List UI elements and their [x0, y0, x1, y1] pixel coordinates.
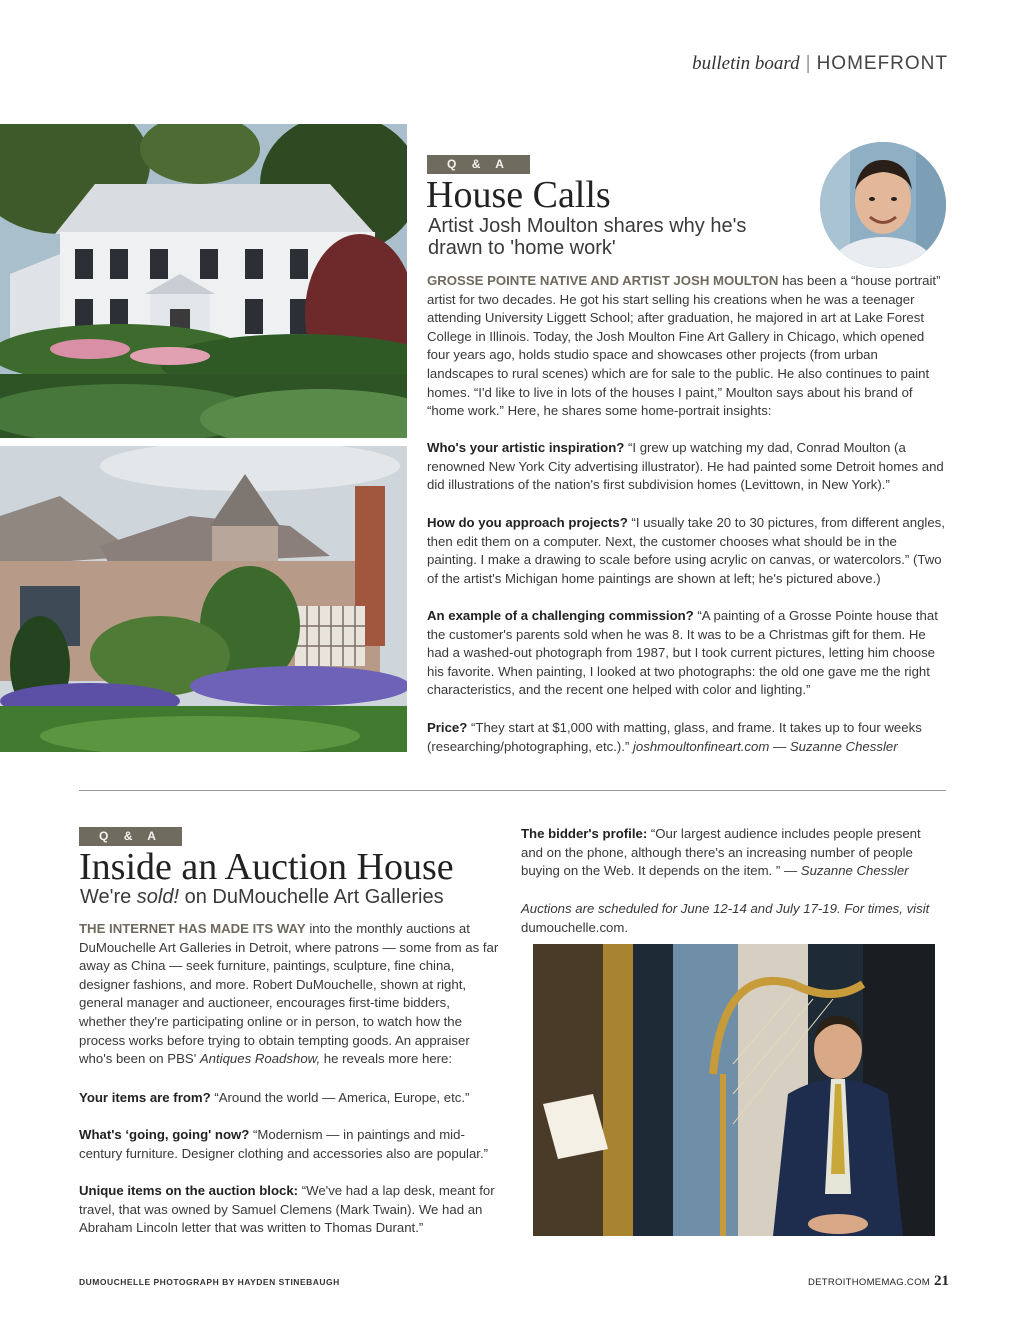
- subtitle-part: We're: [80, 886, 137, 908]
- question: What's ‘going, going' now?: [79, 1127, 250, 1142]
- question: How do you approach projects?: [427, 515, 628, 530]
- article-subtitle: Artist Josh Moulton shares why he's drawn to 'home work': [428, 215, 747, 259]
- answer: “They start at $1,000 with matting, glass, and frame. It takes up to four weeks (researching/photographing, etc.).”: [427, 720, 922, 754]
- qa-tag: Q & A: [79, 827, 182, 846]
- page-footer: [808, 1272, 949, 1290]
- question: Price?: [427, 720, 468, 735]
- question: Unique items on the auction block:: [79, 1183, 299, 1198]
- qa-item: [427, 607, 947, 700]
- qa-item: [521, 825, 941, 881]
- intro-lead-in: GROSSE POINTE NATIVE AND ARTIST JOSH MOULTON: [427, 273, 779, 288]
- answer: “Around the world — America, Europe, etc.”: [210, 1090, 470, 1105]
- article-title: Inside an Auction House: [79, 846, 454, 888]
- auctioneer-photo: [533, 944, 935, 1236]
- qa-item: [427, 719, 947, 756]
- question: Your items are from?: [79, 1090, 211, 1105]
- subtitle-part: on DuMouchelle Art Galleries: [179, 886, 444, 908]
- article-title: House Calls: [426, 174, 611, 216]
- website-and-byline: joshmoultonfineart.com — Suzanne Chessler: [632, 738, 898, 754]
- article-subtitle: [80, 886, 444, 909]
- answer: “I usually take 20 to 30 pictures, from different angles, then edit them on a computer. Next, the customer chooses what should be in the painting. I make a drawing to scale before using acrylic on canvas, or watercolors.” (Two of the artist's Michigan home paintings are shown at left; he's pictured above.): [427, 515, 945, 586]
- head-separator: |: [805, 53, 811, 74]
- answer: “Our largest audience includes people present and on the phone, although there's an increasing number of people buying on the Web. It depends on the item. ”: [521, 826, 921, 879]
- artist-portrait-photo: [820, 142, 946, 268]
- colonial-house-painting: [0, 124, 407, 438]
- section-divider: [79, 790, 946, 791]
- question: Who's your artistic inspiration?: [427, 440, 625, 455]
- intro-text: into the monthly auctions at DuMouchelle Art Galleries in Detroit, where patrons — some from as far away as China — seek furniture, paintings, sculpture, fine china, designer fashions, and more. Robert DuMouchelle, shown at right, general manager and auctioneer, encourages first-time bidders, whether they're participating online or in person, to watch how the process works before trying to obtain tempting goods. An appraiser who's been on PBS': [79, 921, 499, 1067]
- answer: “A painting of a Grosse Pointe house that the customer's parents sold when he was 8. It was to be a Christmas gift for them. He had a washed-out photograph from 1987, but I took current pictures, letting him choose his favorite. When painting, I looked at two photographs: the old one gave me the right characteristics, and the recent one helped with color and lighting.”: [427, 608, 938, 698]
- show-title: Antiques Roadshow,: [199, 1051, 321, 1067]
- article-intro: [79, 920, 499, 1069]
- qa-tag: Q & A: [427, 155, 530, 174]
- page-number: 21: [934, 1273, 949, 1289]
- qa-item: [427, 439, 947, 495]
- answer: “I grew up watching my dad, Conrad Moulton (a renowned New York City advertising illustrator). He had painted some Detroit homes and did illustrations of the nation's first subdivision homes (Levittown, in New York).”: [427, 440, 944, 493]
- schedule-text: Auctions are scheduled for June 12-14 and July 17-19. For times, visit: [521, 901, 930, 916]
- tudor-house-painting: [0, 446, 407, 752]
- department-name: HOMEFRONT: [816, 53, 948, 74]
- article-intro: [427, 272, 947, 421]
- photo-credit: DUMOUCHELLE PHOTOGRAPH BY HAYDEN STINEBAUGH: [79, 1277, 340, 1287]
- auction-schedule: [521, 900, 941, 937]
- intro-text: has been a “house portrait” artist for two decades. He got his start selling his creations when he was a teenager attending University Liggett School; after graduation, he majored in art at Lake Forest College in Illinois. Today, the Josh Moulton Fine Art Gallery in Chicago, which opened four years ago, holds studio space and showcases other projects (from urban landscapes to rural scenes) which are for sale to the public. He also continues to paint homes. “I'd like to live in lots of the houses I paint,” Moulton says about his brand of “home work.” Here, he shares some home-portrait insights:: [427, 273, 941, 419]
- running-head: [692, 53, 948, 75]
- qa-item: [79, 1182, 499, 1238]
- magazine-website: DETROITHOMEMAG.COM: [807, 1277, 930, 1288]
- qa-item: [79, 1126, 499, 1163]
- subtitle-emphasis: sold!: [136, 886, 180, 908]
- intro-text: he reveals more here:: [320, 1051, 453, 1067]
- answer: “We've had a lap desk, meant for travel, that was owned by Samuel Clemens (Mark Twain). We had an Abraham Lincoln letter that was written to Thomas Durant.”: [79, 1183, 495, 1236]
- website-link: dumouchelle.com.: [521, 919, 629, 935]
- qa-item: [79, 1089, 499, 1108]
- question: An example of a challenging commission?: [427, 608, 694, 623]
- section-name: bulletin board: [692, 53, 800, 74]
- byline: — Suzanne Chessler: [783, 863, 909, 879]
- question: The bidder's profile:: [521, 826, 648, 841]
- qa-item: [427, 514, 947, 588]
- intro-lead-in: THE INTERNET HAS MADE ITS WAY: [79, 921, 306, 936]
- answer: “Modernism — in paintings and mid-century furniture. Designer clothing and accessories also are popular.”: [79, 1127, 489, 1161]
